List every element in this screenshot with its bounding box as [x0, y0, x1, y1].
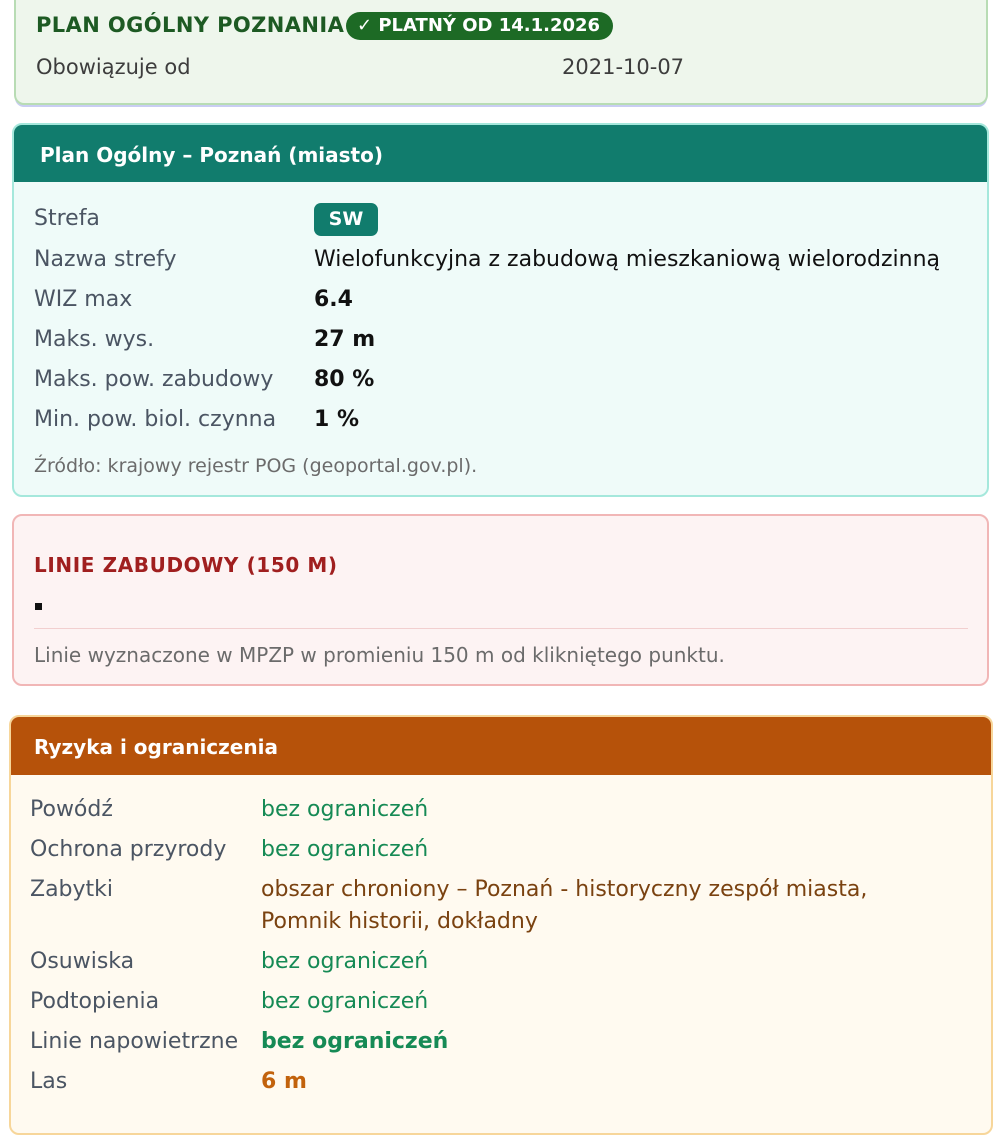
bullet-marker: [35, 603, 42, 610]
pog-row-label: WIZ max: [34, 287, 133, 312]
building-lines-note: Linie wyznaczone w MPZP w promieniu 150 m od klikniętego punktu.: [34, 643, 725, 667]
pog-row-label: Nazwa strefy: [34, 247, 177, 272]
risk-row-label: Podtopienia: [30, 989, 160, 1014]
risk-row-value: bez ograniczeń: [261, 837, 429, 862]
pog-card: [12, 123, 989, 497]
plan-effective-value: 2021-10-07: [562, 55, 685, 79]
risks-card-title: Ryzyka i ograniczenia: [34, 735, 278, 759]
pog-row-label: Maks. wys.: [34, 327, 155, 352]
pog-row-label: Min. pow. biol. czynna: [34, 407, 277, 432]
pog-row-value: Wielofunkcyjna z zabudową mieszkaniową wielorodzinną: [314, 247, 941, 272]
pog-source-note: Źródło: krajowy rejestr POG (geoportal.gov.pl).: [34, 455, 478, 477]
pog-row-value: 1 %: [314, 407, 360, 432]
pog-row-value: 27 m: [314, 327, 376, 352]
risk-row-label: Ochrona przyrody: [30, 837, 227, 862]
divider: [34, 628, 968, 629]
risk-row-label: Zabytki: [30, 877, 114, 902]
risk-row-label: Linie napowietrzne: [30, 1029, 239, 1054]
risk-row-value: obszar chroniony – Poznań - historyczny zespół miasta,: [261, 877, 868, 902]
risk-row-value: bez ograniczeń: [261, 797, 429, 822]
risk-row-label: Powódź: [30, 797, 113, 822]
pog-row-value: 80 %: [314, 367, 375, 392]
pog-card-title: Plan Ogólny – Poznań (miasto): [40, 143, 383, 167]
plan-valid-badge: ✓ PLATNÝ OD 14.1.2026: [346, 12, 613, 40]
risk-row-label: Las: [30, 1069, 68, 1094]
pog-row-label: Maks. pow. zabudowy: [34, 367, 274, 392]
plan-effective-label: Obowiązuje od: [36, 55, 191, 79]
risk-row-value: bez ograniczeń: [261, 989, 429, 1014]
risk-row-value: 6 m: [261, 1069, 307, 1094]
plan-ogolny-title: PLAN OGÓLNY POZNANIA: [36, 13, 345, 37]
risk-row-value: bez ograniczeń: [261, 1029, 449, 1054]
risk-row-label: Osuwiska: [30, 949, 135, 974]
pog-row-value: 6.4: [314, 287, 353, 312]
zone-code-badge: SW: [314, 203, 378, 236]
risk-row-value: bez ograniczeń: [261, 949, 429, 974]
pog-row-label: Strefa: [34, 206, 100, 231]
building-lines-title: LINIE ZABUDOWY (150 M): [34, 553, 338, 577]
risk-row-value: Pomnik historii, dokładny: [261, 909, 538, 934]
